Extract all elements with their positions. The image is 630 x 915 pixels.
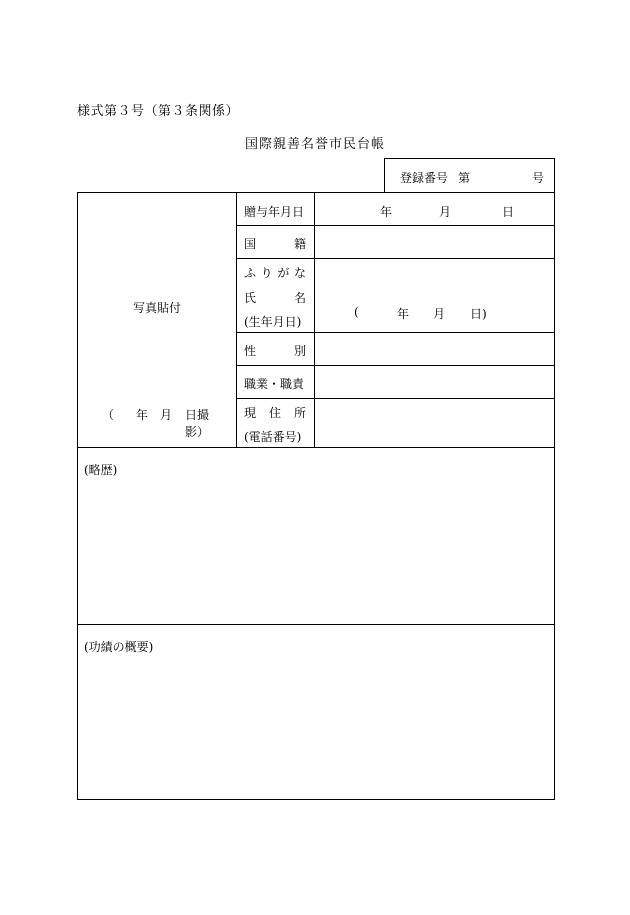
row-divider bbox=[236, 258, 555, 259]
gift-date-month: 月 bbox=[439, 205, 452, 219]
photo-date-day: 日撮影） bbox=[185, 408, 210, 439]
birth-date-day: 日) bbox=[470, 307, 487, 321]
photo-date-year: 年 bbox=[136, 408, 149, 422]
furigana-label bbox=[244, 264, 306, 281]
form-number-label: 様式第３号（第３条関係） bbox=[77, 104, 240, 119]
birth-date-paren: ( bbox=[354, 305, 359, 319]
row-divider bbox=[236, 365, 555, 366]
registration-number-box bbox=[384, 158, 555, 192]
birth-date-year: 年 bbox=[397, 307, 410, 321]
name-label bbox=[244, 289, 306, 306]
registration-number-label: 登録番号 bbox=[400, 171, 449, 185]
gift-date-year: 年 bbox=[380, 205, 393, 219]
address-label bbox=[244, 404, 306, 421]
document-title: 国際親善名誉市民台帳 bbox=[244, 137, 385, 152]
birth-date-month: 月 bbox=[433, 307, 446, 321]
row-divider bbox=[236, 225, 555, 226]
row-divider bbox=[236, 332, 555, 333]
occupation-label: 職業・職責 bbox=[244, 377, 305, 391]
nationality-char: 籍 bbox=[293, 237, 306, 251]
address-char: 住 bbox=[268, 406, 281, 420]
registration-dai-label: 第 bbox=[458, 171, 471, 185]
photo-date-month: 月 bbox=[160, 408, 173, 422]
nationality-label bbox=[244, 235, 306, 252]
name-char: 氏 bbox=[244, 291, 257, 305]
register-form-table bbox=[77, 192, 555, 800]
photo-column-divider bbox=[236, 193, 237, 447]
address-char: 所 bbox=[293, 406, 306, 420]
address-char: 現 bbox=[244, 406, 257, 420]
furigana-char: り bbox=[260, 266, 273, 280]
name-char: 名 bbox=[293, 291, 306, 305]
photo-attach-label: 写真貼付 bbox=[132, 301, 181, 315]
gift-date-label: 贈与年月日 bbox=[244, 205, 305, 219]
sex-char: 別 bbox=[293, 344, 306, 358]
phone-label: (電話番号) bbox=[244, 430, 302, 444]
birthdate-label: (生年月日) bbox=[244, 315, 302, 329]
nationality-char: 国 bbox=[244, 237, 257, 251]
registration-go-label: 号 bbox=[532, 171, 545, 185]
furigana-char: が bbox=[277, 266, 290, 280]
sex-label bbox=[244, 342, 306, 359]
career-section-label: (略歴) bbox=[84, 463, 118, 477]
achievements-section-label: (功績の概要) bbox=[84, 640, 154, 654]
furigana-char: な bbox=[293, 266, 306, 280]
label-column-divider bbox=[314, 193, 315, 447]
section-divider bbox=[78, 447, 555, 448]
furigana-char: ふ bbox=[244, 266, 257, 280]
gift-date-day: 日 bbox=[502, 205, 515, 219]
photo-date-paren: （ bbox=[102, 408, 115, 422]
section-divider bbox=[78, 624, 555, 625]
sex-char: 性 bbox=[244, 344, 257, 358]
row-divider bbox=[236, 398, 555, 399]
